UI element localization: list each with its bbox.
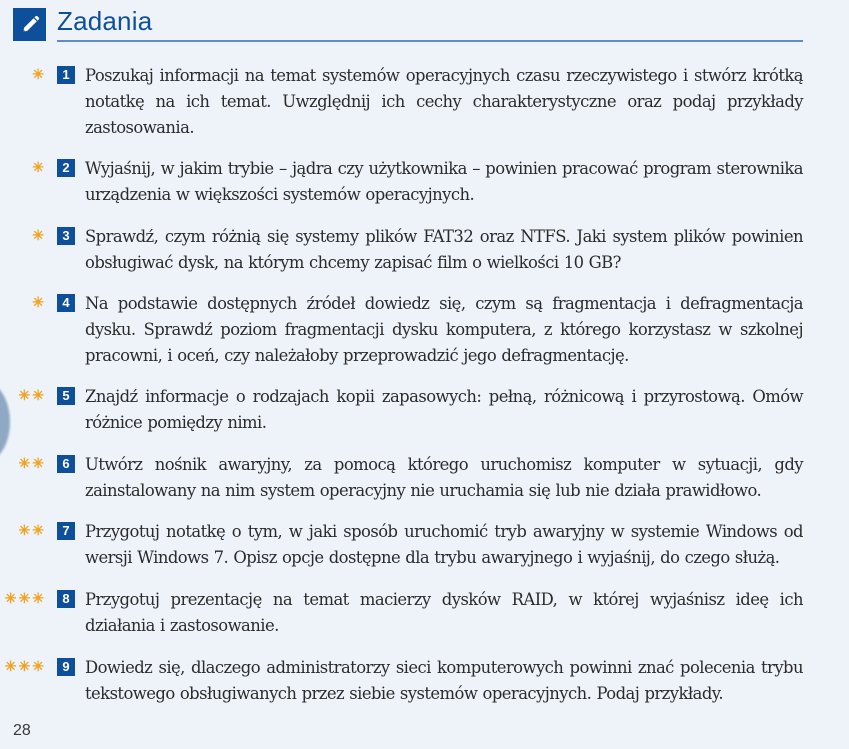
page-number: 28 [13,722,31,739]
page-title: Zadania [57,6,153,36]
difficulty-stars: ✳✳ [18,455,46,471]
task-text: Znajdź informacje o rodzajach kopii zapasowych: pełną, różnicową i przyrostową. Omów różnice pomiędzy nimi. [85,387,803,432]
pencil-icon-glyph [20,15,40,35]
task-number-badge: 7 [57,522,75,540]
task-text: Dowiedz się, dlaczego administratorzy sieci komputerowych powinni znać polecenia trybu tekstowego obsługiwanych przez siebie systemów operacyjnych. Podaj przykłady. [85,658,803,703]
difficulty-stars: ✳✳ [18,522,46,538]
difficulty-stars: ✳ [32,227,46,243]
task-number-badge: 2 [57,159,75,177]
task-text: Wyjaśnij, w jakim trybie – jądra czy użytkownika – powinien pracować program sterownika urządzenia w większości systemów operacyjnych. [85,159,803,204]
task-text: Przygotuj prezentację na temat macierzy dysków RAID, w której wyjaśnisz ideę ich działania i zastosowanie. [85,590,803,635]
difficulty-stars: ✳✳ [18,387,46,403]
task-text: Utwórz nośnik awaryjny, za pomocą którego uruchomisz komputer w sytuacji, gdy zainstalowany na nim system operacyjny nie uruchamia się lub nie działa prawidłowo. [85,455,803,500]
task-number-badge: 3 [57,227,75,245]
task-number-badge: 4 [57,294,75,312]
task-number-badge: 1 [57,66,75,84]
task-text: Na podstawie dostępnych źródeł dowiedz się, czym są fragmentacja i defragmentacja dysku. Sprawdź poziom fragmentacji dysku komputera, z którego korzystasz w szkolnej pracowni, i oceń, czy należałoby przeprowadzić jego defragmentację. [85,294,803,365]
decorative-circle [0,382,10,462]
task-number-badge: 8 [57,590,75,608]
task-text: Poszukaj informacji na temat systemów operacyjnych czasu rzeczywistego i stwórz krótką notatkę na ich temat. Uwzględnij ich cechy charakterystyczne oraz podaj przykłady zastosowania. [85,66,803,137]
difficulty-stars: ✳ [32,294,46,310]
task-number-badge: 9 [57,658,75,676]
difficulty-stars: ✳✳✳ [4,590,46,606]
pencil-icon [13,8,46,41]
difficulty-stars: ✳ [32,159,46,175]
difficulty-stars: ✳ [32,66,46,82]
task-text: Przygotuj notatkę o tym, w jaki sposób uruchomić tryb awaryjny w systemie Windows od wersji Windows 7. Opisz opcje dostępne dla trybu awaryjnego i wyjaśnij, do czego służą. [85,522,803,567]
difficulty-stars: ✳✳✳ [4,658,46,674]
section-header [13,8,803,42]
task-text: Sprawdź, czym różnią się systemy plików FAT32 oraz NTFS. Jaki system plików powinien obsługiwać dysk, na którym chcemy zapisać film o wielkości 10 GB? [85,227,803,272]
task-number-badge: 5 [57,387,75,405]
task-number-badge: 6 [57,455,75,473]
header-divider [57,40,803,42]
